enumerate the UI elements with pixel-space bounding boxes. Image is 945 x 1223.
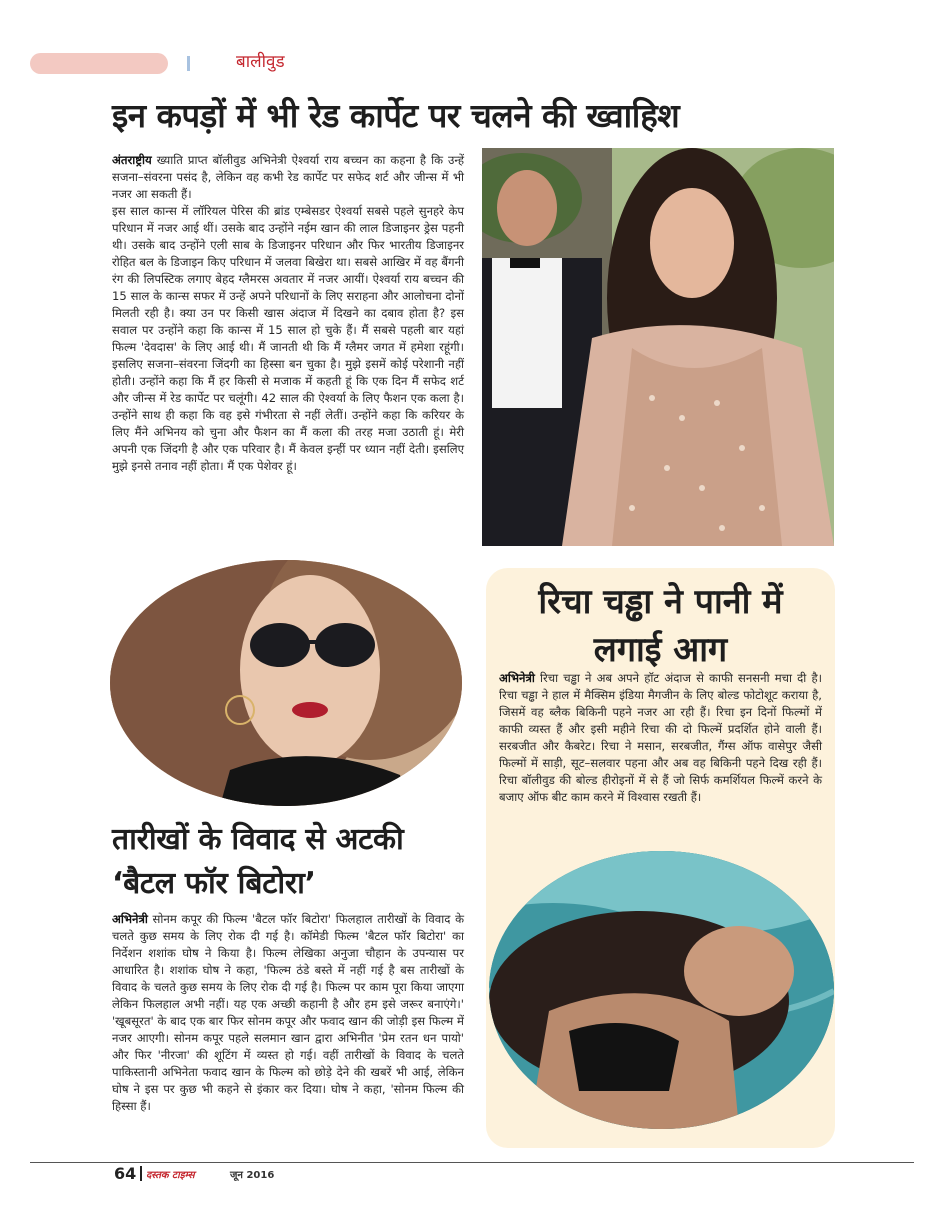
page-number: 64 <box>114 1164 137 1183</box>
sidebar-headline-line1: रिचा चड्ढा ने पानी में <box>538 582 783 622</box>
article1-intro-text: ख्याति प्राप्त बॉलीवुड अभिनेत्री ऐश्वर्या राय बच्चन का कहना है कि उन्हें सजना–संवरना पसंद है, लेकिन वह कभी रेड कार्पेट पर सफेद शर्ट और जीन्स में भी नजर आ सकती हैं। <box>112 153 464 201</box>
sidebar-lead: अभिनेत्री <box>499 671 535 685</box>
section-label: बालीवुड <box>236 52 285 72</box>
magazine-brand: दस्तक टाइम्स <box>146 1170 195 1181</box>
article2-column <box>112 911 464 1115</box>
footer-rule <box>30 1162 914 1163</box>
sidebar-headline <box>486 578 835 674</box>
sonam-sunglasses-photo <box>110 560 462 806</box>
aishwarya-red-carpet-photo <box>482 148 834 546</box>
article2-body-text: सोनम कपूर की फिल्म 'बैटल फॉर बिटोरा' फिलहाल तारीखों के विवाद के चलते कुछ समय के लिए रोक दी गई है। कॉमेडी फिल्म 'बैटल फॉर बिटोरा' का निर्देशन शशांक घोष ने किया है। फिल्म लेखिका अनुजा चौहान के उपन्यास पर आधारित है। शशांक घोष ने कहा, 'फिल्म ठंडे बस्ते में नहीं गई है बस तारीखों के विवाद के चलते कुछ समय के लिए रोक दी गई है। फिल्म पर काम पूरा किया जाएगा लेकिन फिलहाल अभी नहीं। यह एक अच्छी कहानी है और हम इसे जरूर बनाएंगे।' 'खूबसूरत' के बाद एक बार फिर सोनम कपूर और फवाद खान की जोड़ी इस फिल्म में नजर आएगी। सोनम कपूर पहले सलमान खान द्वारा अभिनीत 'प्रेम रतन धन पायो' और फिर 'नीरजा' की शूटिंग में व्यस्त हो गई। वहीं तारीखों के विवाद के चलते पाकिस्तानी अभिनेता फवाद खान के फिल्म को छोड़े देने की खबरें भी आई, लेकिन घोष ने इस पर कुछ भी कहने से इंकार कर दिया। घोष ने कहा, 'सोनम फिल्म की हिस्सा हैं। <box>112 912 464 1113</box>
article2-lead: अभिनेत्री <box>112 912 148 926</box>
header-pill-decoration <box>30 53 168 74</box>
article1-headline: इन कपड़ों में भी रेड कार्पेट पर चलने की ख्वाहिश <box>112 96 680 135</box>
article1-intro <box>112 152 464 203</box>
header-divider <box>187 56 190 71</box>
article2-headline-line2: ‘बैटल फॉर बिटोरा’ <box>112 866 316 901</box>
sidebar-headline-line2: लगाई आग <box>593 630 728 670</box>
sidebar-body-text: रिचा चड्ढा ने अब अपने हॉट अंदाज से काफी सनसनी मचा दी है। रिचा चड्ढा ने हाल में मैक्सिम इंडिया मैगजीन के लिए बोल्ड फोटोशूट कराया है, जिसमें वह ब्लैक बिकिनी पहने नजर आ रही हैं। रिचा इन दिनों फिल्मों में काफी व्यस्त हैं और इसी महीने रिचा की दो फिल्में प्रदर्शित होने वाली हैं। सरबजीत और कैबरेट। रिचा ने मसान, सरबजीत, गैंग्स ऑफ वासेपुर जैसी फिल्मों में साड़ी, सूट–सलवार पहना और अब वह बिकिनी पहने दिख रही हैं। रिचा बॉलीवुड की बोल्ड हीरोइनों में से हैं जो सिर्फ कमर्शियल फिल्में करने के बजाए ऑफ बीट काम करने में विश्वास रखती हैं। <box>499 671 822 804</box>
article2-body <box>112 911 464 1115</box>
richa-pool-photo <box>489 851 834 1129</box>
article1-body: इस साल कान्स में लॉरियल पेरिस की ब्रांड एम्बेसडर ऐश्वर्या सबसे पहले सुनहरे केप परिधान में नजर आई थीं। उसके बाद उन्होंने नईम खान की लाल डिजाइनर ड्रेस पहनी थी। उसके बाद उन्होंने एली साब के डिजाइनर परिधान और फिर भारतीय डिजाइनर रोहित बल के डिजाइन किए परिधान में जलवा बिखेरा था। सबसे आखिर में वह बैंगनी रंग की लिपस्टिक लगाए बेहद ग्लैमरस अवतार में नजर आयीं। ऐश्वर्या राय बच्चन की 15 साल के कान्स सफर में उन्हें अपने परिधानों के लिए सराहना और आलोचना दोनों मिलती रही है। क्या उन पर किसी खास अंदाज में दिखने का दबाव होता है? इस सवाल पर उन्होंने कहा कि कान्स में 15 साल हो चुके हैं। मैं सबसे पहली बार यहां फिल्म 'देवदास' के लिए आई थी। मैं जानती थी कि मैं ग्लैमर जगत में हमेशा रहूंगी। इसलिए सजना–संवरना जिंदगी का हिस्सा बन चुका है। मुझे इसमें कोई परेशानी नहीं होती। उन्होंने कहा कि मैं हर किसी से मजाक में कहती हूं कि एक दिन मैं सफेद शर्ट और जीन्स में रेड कार्पेट पर चलूंगी। 42 साल की ऐश्वर्या के लिए फैशन एक कला है। उन्होंने साथ ही कहा कि वह इसे गंभीरता से नहीं लेतीं। उन्होंने कहा कि करियर के लिए मैंने अभिनय को चुना और फैशन का मैं कला की तरह मजा उठाती हूं। मेरी अपनी एक जिंदगी है और एक परिवार है। मैं केवल इन्हीं पर ध्यान नहीं देती। इसलिए मुझे इनसे तनाव नहीं होता। मैं एक पेशेवर हूं। <box>112 204 464 473</box>
article1-column <box>112 152 464 475</box>
footer-divider <box>140 1166 142 1181</box>
sidebar-body <box>499 670 822 806</box>
article2-headline-line1: तारीखों के विवाद से अटकी <box>112 822 404 857</box>
article2-headline <box>112 818 472 906</box>
issue-date: जून 2016 <box>230 1170 275 1181</box>
article1-lead: अंतराष्ट्रीय <box>112 153 152 167</box>
